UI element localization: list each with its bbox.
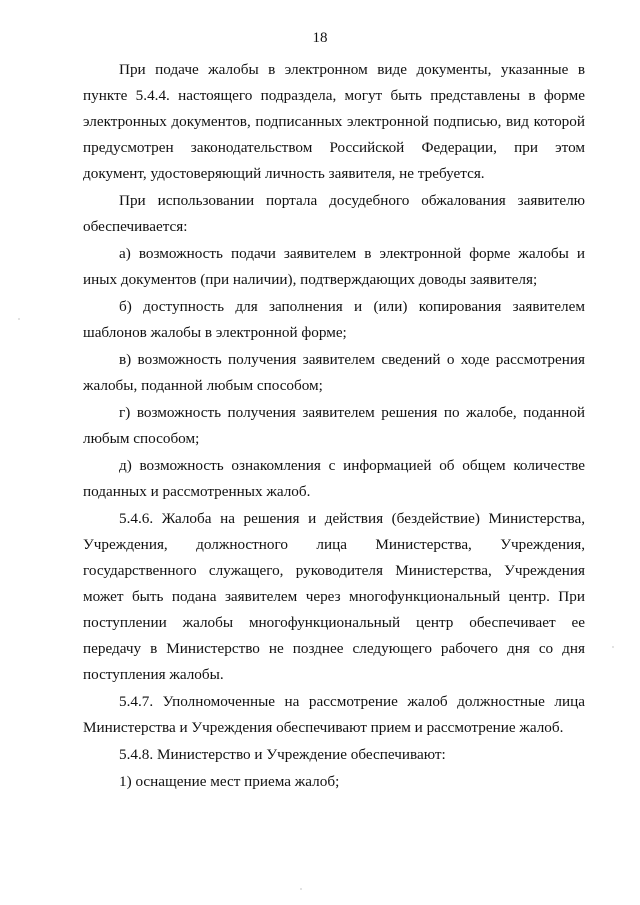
- list-item-d: д) возможность ознакомления с информацией об общем количестве поданных и рассмотренных жалоб.: [83, 457, 585, 500]
- paragraph-5-4-8: 5.4.8. Министерство и Учреждение обеспечивают:: [119, 746, 446, 763]
- page-number: 18: [312, 30, 328, 46]
- list-item-a: а) возможность подачи заявителем в электронной форме жалобы и иных документов (при наличии), подтверждающих доводы заявителя;: [83, 245, 585, 288]
- paragraph-portal-usage: При использовании портала досудебного обжалования заявителю обеспечивается:: [83, 192, 585, 235]
- paragraph-5-4-6: 5.4.6. Жалоба на решения и действия (бездействие) Министерства, Учреждения, должностного лица Министерства, Учреждения, государственного служащего, руководителя Министерства, Учреждения может быть подана заявителем через многофункциональный центр. При поступлении жалобы многофункциональный центр обеспечивает ее передачу в Министерство не позднее следующего рабочего дня со дня поступления жалобы.: [83, 510, 585, 683]
- scan-speck: [612, 646, 614, 648]
- list-item-1: 1) оснащение мест приема жалоб;: [119, 773, 340, 790]
- scan-speck: [300, 888, 302, 890]
- list-item-v: в) возможность получения заявителем сведений о ходе рассмотрения жалобы, поданной любым способом;: [83, 351, 585, 394]
- paragraph-electronic-submission: При подаче жалобы в электронном виде документы, указанные в пункте 5.4.4. настоящего подраздела, могут быть представлены в форме электронных документов, подписанных электронной подписью, вид которой предусмотрен законодательством Российской Федерации, при этом документ, удостоверяющий личность заявителя, не требуется.: [83, 61, 585, 182]
- document-body: [83, 57, 585, 796]
- list-item-g: г) возможность получения заявителем решения по жалобе, поданной любым способом;: [83, 404, 585, 447]
- paragraph-5-4-7: 5.4.7. Уполномоченные на рассмотрение жалоб должностные лица Министерства и Учреждения обеспечивают прием и рассмотрение жалоб.: [83, 693, 585, 736]
- list-item-b: б) доступность для заполнения и (или) копирования заявителем шаблонов жалобы в электронной форме;: [83, 298, 585, 341]
- scan-speck: [18, 318, 20, 320]
